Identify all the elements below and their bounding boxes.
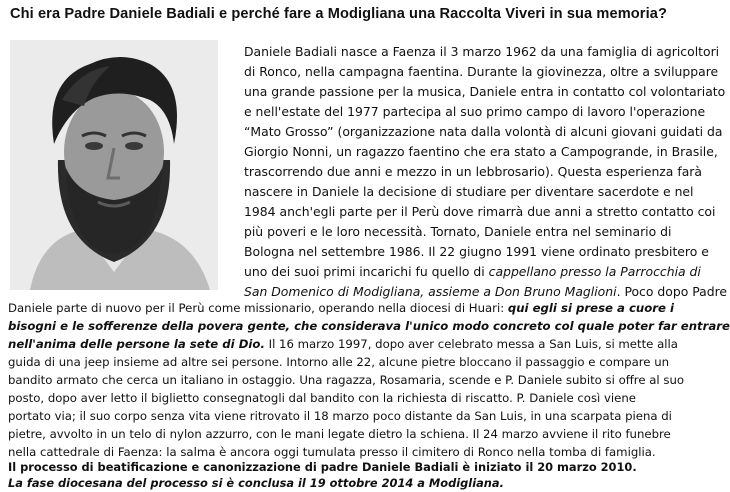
diocesan-phase-line: La fase diocesana del processo si è conclusa il 19 ottobre 2014 a Modigliana.: [8, 476, 504, 490]
body-line-13-italic: San Domenico di Modigliana, assieme a Don Bruno Maglioni: [244, 284, 617, 299]
body-line-13-text: . Poco dopo Padre: [616, 284, 728, 299]
body-line-22: nella cattedrale di Faenza: la salma è ancora oggi tumulata presso il cimitero di Ronco nella tomba di famiglia.: [8, 445, 656, 459]
body-line-14-text: Daniele parte di nuovo per il Perù come missionario, operando nella diocesi di Huari:: [8, 301, 505, 315]
body-line-11: Bologna nel settembre 1986. Il 22 giugno 1991 viene ordinato presbitero e: [244, 244, 709, 259]
body-line-16: [8, 339, 678, 351]
body-line-13: [244, 286, 727, 298]
portrait-image: [10, 40, 218, 290]
body-line-1: Daniele Badiali nasce a Faenza il 3 marzo 1962 da una famiglia di agricoltori: [244, 44, 720, 59]
beatification-process-line: Il processo di beatificazione e canonizzazione di padre Daniele Badiali è iniziato il 20 marzo 2010.: [8, 460, 637, 474]
body-line-2: di Ronco, nella campagna faentina. Durante la giovinezza, oltre a sviluppare: [244, 64, 719, 79]
body-line-14-bold-italic: qui egli si prese a cuore i: [507, 301, 675, 315]
body-line-9: 1984 anch'egli parte per il Perù dove rimarrà due anni a stretto contatto coi: [244, 204, 716, 219]
body-line-8: nascere in Daniele la decisione di studiare per diventare sacerdote e nel: [244, 184, 694, 199]
body-line-17: guida di una jeep insieme ad altre sei persone. Intorno alle 22, alcune pietre bloccano il passaggio e compare un: [8, 355, 670, 369]
body-line-10: più poveri e le loro necessità. Tornato, Daniele entra nel seminario di: [244, 224, 672, 239]
document-title: Chi era Padre Daniele Badiali e perché fare a Modigliana una Raccolta Viveri in sua memoria?: [10, 6, 667, 22]
body-line-12-italic: cappellano presso la Parrocchia di: [488, 264, 701, 279]
body-line-15: bisogni e le sofferenze della povera gente, che considerava l'unico modo concreto col quale poter far entrare: [8, 319, 730, 333]
body-line-6: Giorgio Nonni, un ragazzo faentino che era stato a Campogrande, in Brasile,: [244, 144, 718, 159]
body-line-16-bold-italic: nell'anima delle persone la sete di Dio.: [8, 337, 265, 351]
body-line-21: pietre, avvolto in un telo di nylon azzurro, con le mani legate dietro la schiena. Il 24 marzo avviene il rito funebre: [8, 427, 671, 441]
body-line-3: una grande passione per la musica, Daniele entra in contatto col volontariato: [244, 84, 726, 99]
body-line-19: posto, dopo aver letto il biglietto consegnatogli dal bandito con la richiesta di riscatto. P. Daniele così viene: [8, 391, 636, 405]
body-line-7: trascorrendo due anni e mezzo in un lebbrosario). Questa esperienza farà: [244, 164, 702, 179]
body-line-12-text: uno dei suoi primi incarichi fu quello di: [244, 264, 485, 279]
body-line-20: portato via; il suo corpo senza vita viene ritrovato il 18 marzo poco distante da San Luis, in una scarpata piena di: [8, 409, 672, 423]
body-line-12: [244, 266, 701, 278]
body-line-4: e nell'estate del 1977 partecipa al suo primo campo di lavoro l'operazione: [244, 104, 706, 119]
body-line-18: bandito armato che cerca un italiano in ostaggio. Una ragazza, Rosamaria, scende e P. Daniele subito si offre al suo: [8, 373, 685, 387]
body-line-14: [8, 303, 674, 315]
portrait-photo: [10, 40, 218, 290]
body-line-16-text: Il 16 marzo 1997, dopo aver celebrato messa a San Luis, si mette alla: [268, 337, 678, 351]
body-line-5: “Mato Grosso” (organizzazione nata dalla volontà di alcuni giovani guidati da: [244, 124, 723, 139]
